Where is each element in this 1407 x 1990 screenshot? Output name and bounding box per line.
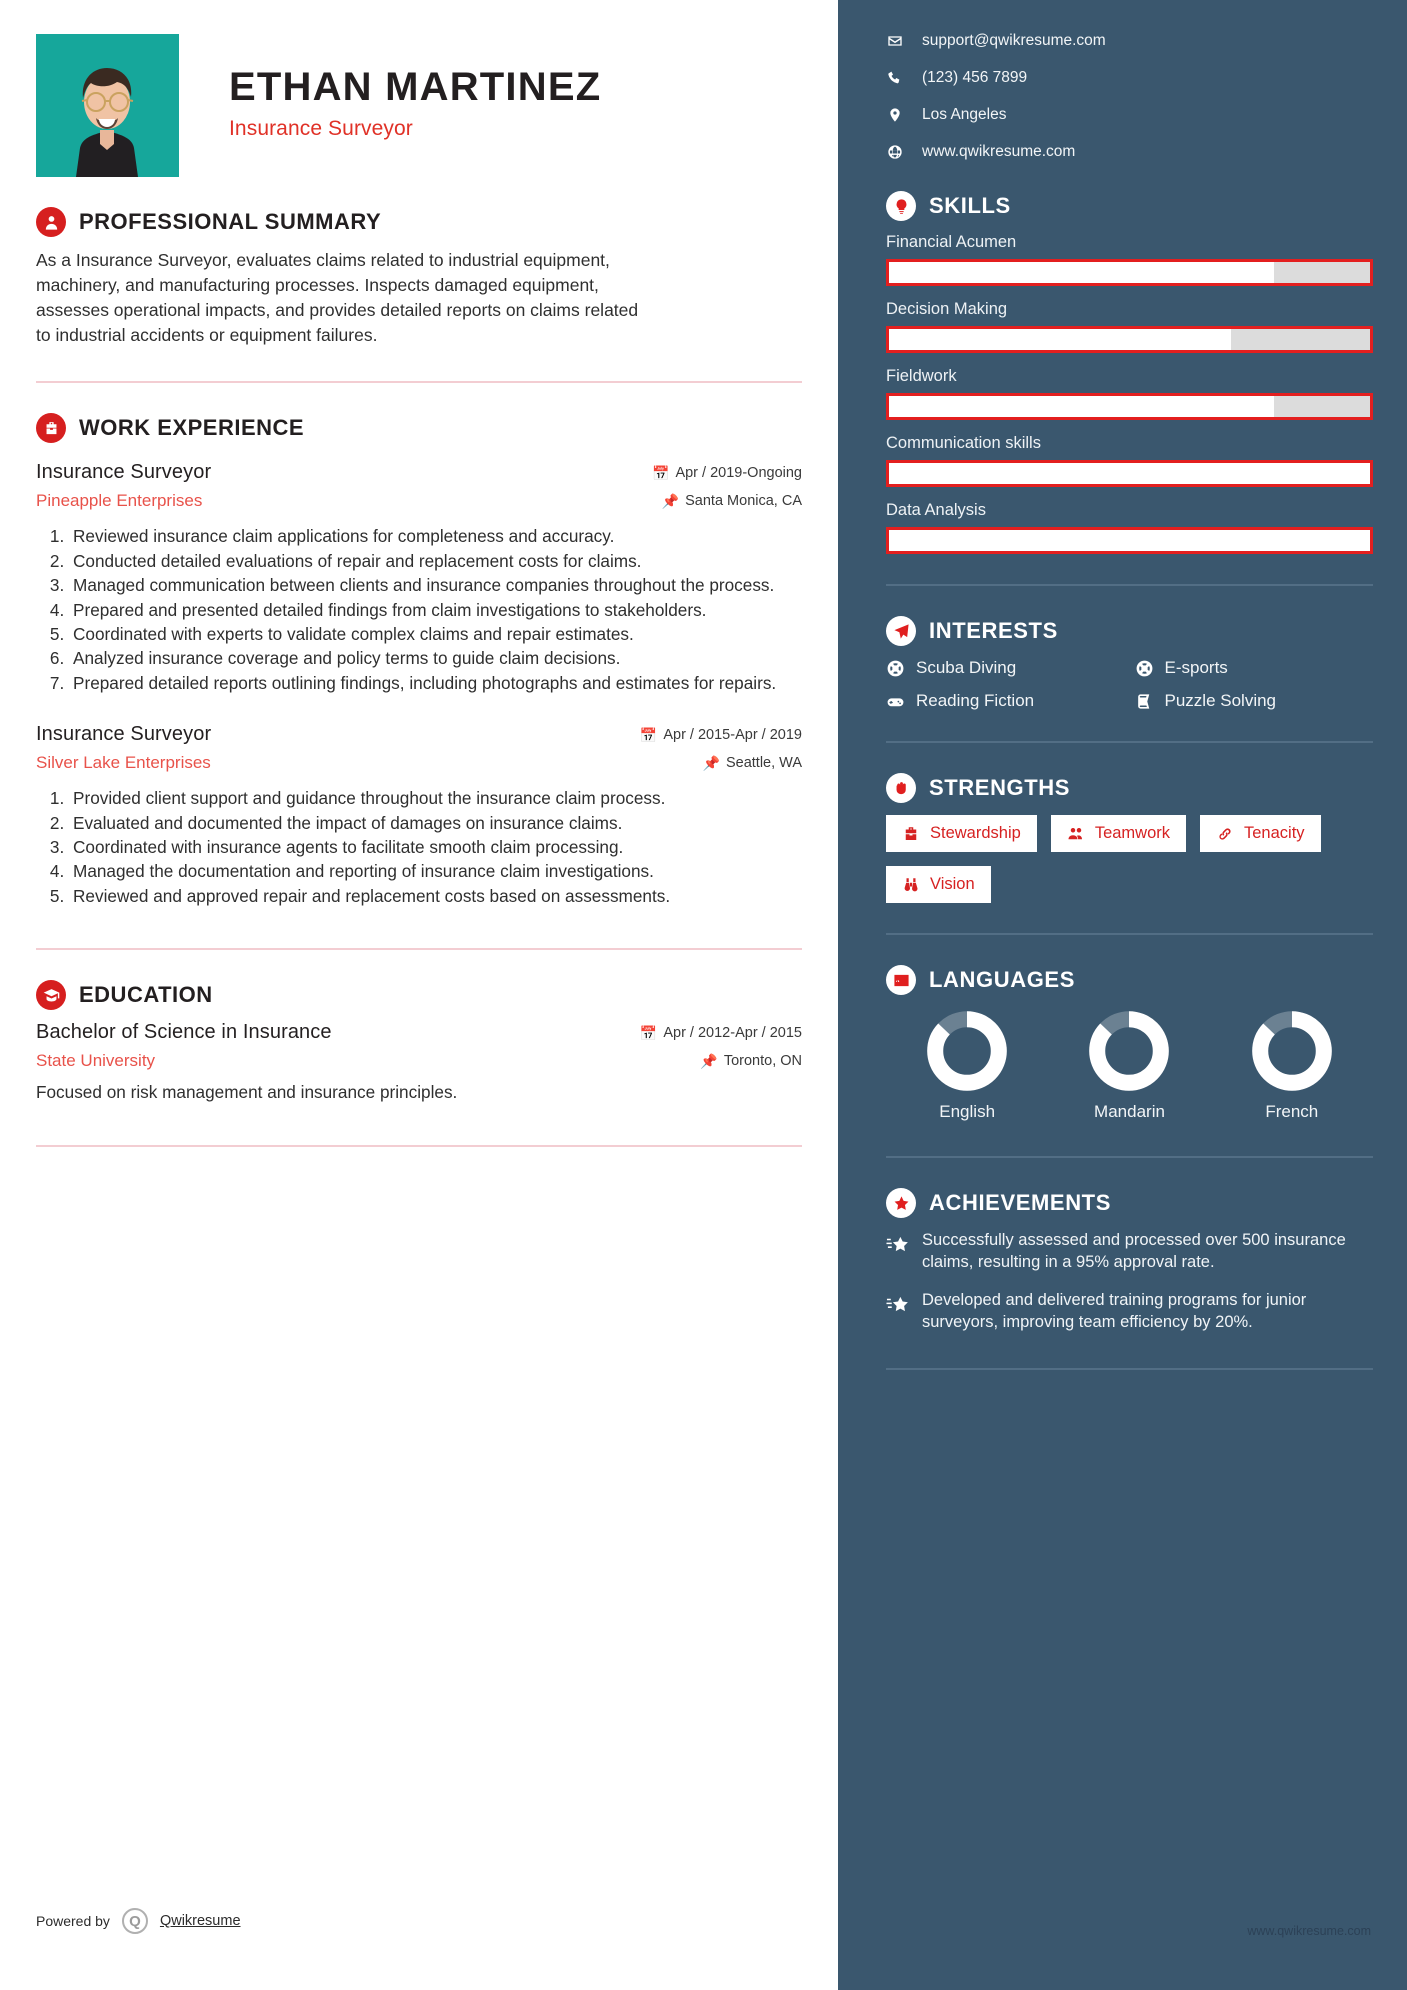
job-bullets bbox=[36, 787, 802, 908]
achievement-text: Developed and delivered training programs for junior surveyors, improving team efficiency by 20%. bbox=[922, 1290, 1307, 1331]
strength-label: Vision bbox=[930, 875, 975, 893]
contact-email[interactable] bbox=[886, 32, 1373, 50]
contact-location-text: Los Angeles bbox=[922, 106, 1007, 123]
footer-branding bbox=[36, 1908, 241, 1934]
powered-by-label: Powered by bbox=[36, 1913, 110, 1929]
language-donut-chart bbox=[1250, 1009, 1334, 1093]
job-location-text: Seattle, WA bbox=[725, 755, 802, 772]
qwikresume-logo-icon: Q bbox=[122, 1908, 148, 1934]
achievement-text: Successfully assessed and processed over 500 insurance claims, resulting in a 95% approval rate. bbox=[922, 1231, 1346, 1271]
education-description: Focused on risk management and insurance principles. bbox=[36, 1082, 458, 1103]
sidebar-footer-url: www.qwikresume.com bbox=[1247, 1924, 1371, 1938]
language-label: Mandarin bbox=[1094, 1102, 1165, 1121]
job-date bbox=[652, 465, 802, 481]
skill-label: Fieldwork bbox=[886, 367, 957, 385]
section-title-education: EDUCATION bbox=[79, 982, 213, 1008]
divider bbox=[886, 741, 1373, 743]
map-marker-icon bbox=[886, 107, 904, 123]
user-icon bbox=[36, 207, 66, 237]
skill-bar-fill bbox=[889, 530, 1370, 551]
skill-bar bbox=[886, 527, 1373, 554]
skills-list bbox=[886, 233, 1373, 554]
sidebar bbox=[838, 0, 1407, 1990]
skill-label: Data Analysis bbox=[886, 501, 986, 519]
section-header-skills bbox=[886, 191, 1373, 221]
star-icon bbox=[886, 1188, 916, 1218]
interest-label: Scuba Diving bbox=[916, 658, 1017, 677]
job-title: Insurance Surveyor bbox=[36, 461, 212, 484]
header bbox=[36, 34, 802, 177]
job-date bbox=[640, 727, 802, 743]
section-header-languages bbox=[886, 965, 1373, 995]
divider bbox=[36, 948, 802, 950]
divider bbox=[886, 584, 1373, 586]
education-date bbox=[640, 1025, 802, 1041]
contact-website[interactable] bbox=[886, 143, 1373, 161]
contact-phone-text: (123) 456 7899 bbox=[922, 69, 1028, 86]
list-item: 4. Prepared and presented detailed findings from claim investigations to stakeholders. bbox=[69, 599, 802, 622]
section-header-achievements bbox=[886, 1188, 1373, 1218]
education-location bbox=[700, 1053, 802, 1069]
language-item bbox=[1087, 1009, 1171, 1122]
divider bbox=[36, 381, 802, 383]
section-title-skills: SKILLS bbox=[929, 193, 1011, 218]
skill-bar-fill bbox=[889, 396, 1274, 417]
section-title-experience: WORK EXPERIENCE bbox=[79, 415, 305, 441]
list-item: 5. Reviewed and approved repair and replacement costs based on assessments. bbox=[69, 885, 802, 908]
page-title: ETHAN MARTINEZ bbox=[229, 65, 602, 109]
skill-bar-fill bbox=[889, 463, 1370, 484]
experience-entry bbox=[36, 461, 802, 695]
experience-entry-subheader bbox=[36, 753, 802, 773]
languages-list bbox=[886, 1009, 1373, 1122]
interest-item bbox=[886, 658, 1125, 678]
list-item: 7. Prepared detailed reports outlining findings, including photographs and estimates for repairs. bbox=[69, 672, 802, 695]
list-item: 5. Coordinated with experts to validate complex claims and repair estimates. bbox=[69, 623, 802, 646]
interests-list bbox=[886, 658, 1373, 711]
translate-icon bbox=[886, 965, 916, 995]
section-header-education bbox=[36, 980, 802, 1010]
job-role: Insurance Surveyor bbox=[229, 117, 413, 140]
summary-text: As a Insurance Surveyor, evaluates claims related to industrial equipment, machinery, and manufacturing processes. Inspects damaged equipment, assesses operational impacts, and provides detailed reports on claims related to industrial accidents or equipment failures. bbox=[36, 250, 639, 345]
list-item: 1. Provided client support and guidance throughout the insurance claim process. bbox=[69, 787, 802, 810]
section-title-interests: INTERESTS bbox=[929, 618, 1058, 643]
skill-item bbox=[886, 434, 1373, 487]
education-entry-header bbox=[36, 1021, 802, 1044]
job-location-text: Santa Monica, CA bbox=[685, 493, 802, 510]
education-entry-subheader bbox=[36, 1051, 802, 1071]
language-label: English bbox=[939, 1102, 996, 1121]
fist-icon bbox=[886, 773, 916, 803]
list-item: 2. Evaluated and documented the impact of damages on insurance claims. bbox=[69, 812, 802, 835]
pin-icon: 📌 bbox=[700, 1053, 718, 1070]
strength-label: Tenacity bbox=[1244, 824, 1305, 842]
link-icon bbox=[1216, 825, 1234, 843]
section-title-strengths: STRENGTHS bbox=[929, 775, 1071, 800]
section-title-languages: LANGUAGES bbox=[929, 967, 1075, 992]
skill-item bbox=[886, 300, 1373, 353]
experience-entry-header bbox=[36, 723, 802, 746]
contact-phone[interactable] bbox=[886, 69, 1373, 87]
contact-location bbox=[886, 106, 1373, 124]
strength-label: Teamwork bbox=[1094, 824, 1170, 842]
section-header-experience bbox=[36, 413, 802, 443]
job-bullets bbox=[36, 525, 802, 695]
language-label: French bbox=[1265, 1102, 1319, 1121]
skill-label: Decision Making bbox=[886, 300, 1008, 318]
lightbulb-icon bbox=[886, 191, 916, 221]
contact-block bbox=[886, 32, 1373, 161]
skill-label: Financial Acumen bbox=[886, 233, 1017, 251]
skill-bar-fill bbox=[889, 329, 1231, 350]
skill-item bbox=[886, 367, 1373, 420]
skill-bar bbox=[886, 326, 1373, 353]
strength-label: Stewardship bbox=[930, 824, 1021, 842]
qwikresume-link[interactable]: Qwikresume bbox=[159, 1913, 241, 1929]
language-donut-chart bbox=[925, 1009, 1009, 1093]
name-block bbox=[229, 34, 601, 141]
strength-item bbox=[886, 866, 991, 903]
interest-label: Puzzle Solving bbox=[1164, 691, 1277, 710]
skill-item bbox=[886, 233, 1373, 286]
experience-entry-header bbox=[36, 461, 802, 484]
education-entry bbox=[36, 1021, 802, 1103]
graduation-cap-icon bbox=[36, 980, 66, 1010]
calendar-icon: 📅 bbox=[639, 727, 658, 744]
divider bbox=[36, 1145, 802, 1147]
section-title-achievements: ACHIEVEMENTS bbox=[929, 1190, 1111, 1215]
book-icon bbox=[1135, 692, 1154, 711]
paper-plane-icon bbox=[886, 616, 916, 646]
job-location bbox=[703, 755, 802, 771]
shooting-star-icon bbox=[886, 1293, 909, 1316]
strength-item bbox=[1051, 815, 1186, 852]
gamepad-icon bbox=[886, 692, 905, 711]
education-location-text: Toronto, ON bbox=[723, 1053, 802, 1070]
job-date-text: Apr / 2019-Ongoing bbox=[675, 465, 802, 482]
list-item: 1. Reviewed insurance claim applications for completeness and accuracy. bbox=[69, 525, 802, 548]
skill-item bbox=[886, 501, 1373, 554]
skill-bar-fill bbox=[889, 262, 1274, 283]
language-donut-chart bbox=[1087, 1009, 1171, 1093]
life-ring-icon bbox=[1135, 659, 1154, 678]
job-company: Silver Lake Enterprises bbox=[36, 753, 211, 773]
education-date-text: Apr / 2012-Apr / 2015 bbox=[663, 1025, 802, 1042]
globe-icon bbox=[886, 144, 904, 160]
phone-icon bbox=[886, 70, 904, 86]
pin-icon: 📌 bbox=[702, 755, 720, 772]
language-item bbox=[925, 1009, 1009, 1122]
list-item: 3. Coordinated with insurance agents to facilitate smooth claim processing. bbox=[69, 836, 802, 859]
degree-title: Bachelor of Science in Insurance bbox=[36, 1021, 332, 1044]
job-company: Pineapple Enterprises bbox=[36, 491, 203, 511]
strengths-list bbox=[886, 815, 1373, 903]
interest-item bbox=[886, 691, 1125, 711]
skill-bar bbox=[886, 460, 1373, 487]
job-location bbox=[662, 493, 802, 509]
briefcase-icon bbox=[902, 825, 920, 843]
list-item: 2. Conducted detailed evaluations of repair and replacement costs for claims. bbox=[69, 550, 802, 573]
skill-bar bbox=[886, 259, 1373, 286]
life-ring-icon bbox=[886, 659, 905, 678]
avatar bbox=[36, 34, 179, 177]
strength-item bbox=[886, 815, 1037, 852]
interest-label: E-sports bbox=[1164, 658, 1228, 677]
experience-entry bbox=[36, 723, 802, 908]
section-header-strengths bbox=[886, 773, 1373, 803]
list-item: 4. Managed the documentation and reporting of insurance claim investigations. bbox=[69, 860, 802, 883]
divider bbox=[886, 933, 1373, 935]
achievements-list bbox=[886, 1230, 1373, 1334]
school-name: State University bbox=[36, 1051, 156, 1071]
experience-entry-subheader bbox=[36, 491, 802, 511]
language-item bbox=[1250, 1009, 1334, 1122]
job-title: Insurance Surveyor bbox=[36, 723, 212, 746]
calendar-icon: 📅 bbox=[639, 1025, 658, 1042]
calendar-icon: 📅 bbox=[652, 465, 670, 482]
interest-item bbox=[1135, 691, 1374, 711]
users-icon bbox=[1067, 825, 1085, 843]
pin-icon: 📌 bbox=[661, 493, 680, 510]
strength-item bbox=[1200, 815, 1321, 852]
section-title-summary: PROFESSIONAL SUMMARY bbox=[79, 209, 382, 234]
achievement-item bbox=[886, 1230, 1373, 1274]
list-item: 6. Analyzed insurance coverage and policy terms to guide claim decisions. bbox=[69, 647, 802, 670]
contact-email-text: support@qwikresume.com bbox=[922, 32, 1106, 49]
binoculars-icon bbox=[902, 876, 920, 894]
divider bbox=[886, 1156, 1373, 1158]
briefcase-icon bbox=[36, 413, 66, 443]
achievement-item bbox=[886, 1290, 1373, 1334]
section-header-interests bbox=[886, 616, 1373, 646]
list-item: 3. Managed communication between clients and insurance companies throughout the process. bbox=[69, 574, 802, 597]
interest-label: Reading Fiction bbox=[916, 691, 1035, 710]
skill-label: Communication skills bbox=[886, 434, 1041, 452]
shooting-star-icon bbox=[886, 1233, 909, 1256]
job-date-text: Apr / 2015-Apr / 2019 bbox=[663, 727, 802, 744]
divider bbox=[886, 1368, 1373, 1370]
interest-item bbox=[1135, 658, 1374, 678]
skill-bar bbox=[886, 393, 1373, 420]
envelope-icon bbox=[886, 33, 904, 49]
contact-website-text: www.qwikresume.com bbox=[922, 143, 1076, 160]
section-header-summary bbox=[36, 207, 802, 237]
